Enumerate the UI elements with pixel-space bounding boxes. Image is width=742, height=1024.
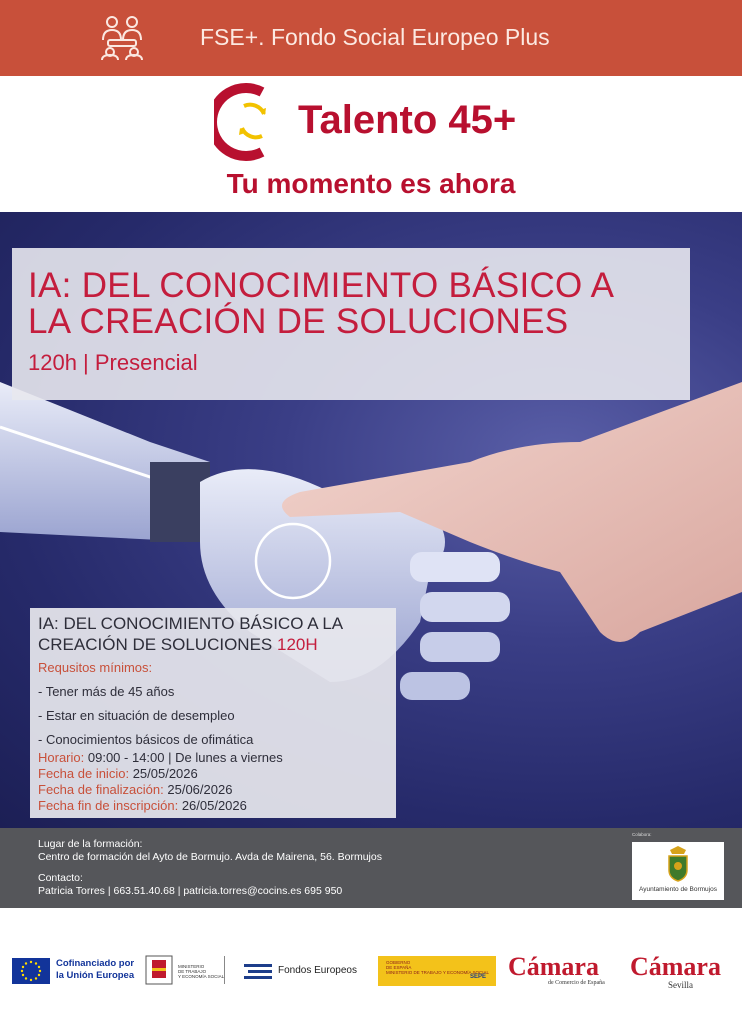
camara-sevilla-logo: Cámara — [630, 952, 721, 981]
ministry-text — [178, 964, 224, 979]
eu-line1: Cofinanciado por — [56, 958, 135, 969]
gobierno-text — [386, 960, 489, 975]
camara-espana-subtitle: de Comercio de España — [548, 980, 605, 986]
sponsor-logos — [0, 908, 742, 1024]
fondos-europeos-text: Fondos Europeos — [278, 965, 357, 976]
hero-section — [0, 212, 742, 828]
schedule-label: Horario: — [38, 750, 85, 765]
start-date-label: Fecha de inicio: — [38, 766, 130, 781]
requirements-label: Requsitos mínimos: — [38, 660, 153, 675]
end-date-label: Fecha de finalización: — [38, 782, 164, 797]
brand-header — [0, 76, 742, 212]
sepe-text: SEPE — [470, 974, 487, 980]
contact-value: Patricia Torres | 663.51.40.68 | patricia.torres@cocins.es 695 950 — [38, 885, 343, 897]
people-meeting-icon — [98, 12, 146, 60]
eu-cofinanced-text — [56, 958, 134, 982]
course-meta: 120h | Presencial — [28, 350, 198, 375]
fondos-europeos-icon — [244, 962, 272, 982]
program-title: Talento 45+ — [298, 98, 517, 142]
requirement-item: - Conocimientos básicos de ofimática — [38, 732, 254, 747]
collab-name: Ayuntamiento de Bormujos — [639, 886, 717, 893]
start-date-row — [38, 766, 198, 781]
details-heading-line1: IA: DEL CONOCIMIENTO BÁSICO A LA — [38, 614, 344, 633]
course-details-panel — [30, 608, 396, 818]
schedule-value: 09:00 - 14:00 | De lunes a viernes — [87, 750, 283, 765]
details-heading-text: CREACIÓN DE SOLUCIONES — [38, 635, 273, 654]
location-value: Centro de formación del Ayto de Bormujo. Avda de Mairena, 56. Bormujos — [38, 851, 382, 863]
details-hours: 120H — [277, 635, 318, 654]
ministry-line: DE TRABAJO — [178, 969, 207, 974]
collab-logo — [632, 842, 724, 900]
deadline-label: Fecha fin de inscripción: — [38, 798, 179, 813]
gov-line: MINISTERIO DE TRABAJO Y ECONOMÍA SOCIAL — [386, 970, 490, 975]
end-date-value: 25/06/2026 — [167, 782, 233, 797]
schedule-row — [38, 750, 283, 765]
requirement-item: - Tener más de 45 años — [38, 684, 175, 699]
course-title-panel — [12, 248, 690, 400]
fse-title: FSE+. Fondo Social Europeo Plus — [200, 24, 550, 50]
deadline-row — [38, 798, 247, 813]
collab-label: Colabora: — [632, 832, 652, 837]
start-date-value: 25/05/2026 — [132, 766, 198, 781]
program-tagline: Tu momento es ahora — [226, 168, 516, 199]
ministry-line: MINISTERIO — [178, 964, 205, 969]
end-date-row — [38, 782, 232, 797]
talento-logo-icon — [214, 82, 280, 162]
eu-line2: la Unión Europea — [56, 970, 135, 981]
eu-flag-icon — [12, 958, 50, 984]
gov-line: DE ESPAÑA — [386, 965, 412, 970]
course-title-line2: LA CREACIÓN DE SOLUCIONES — [28, 302, 569, 341]
bormujos-shield-icon — [666, 846, 690, 882]
camara-sevilla-subtitle: Sevilla — [668, 980, 693, 990]
footer-info — [0, 828, 742, 908]
course-title-line1: IA: DEL CONOCIMIENTO BÁSICO A — [28, 266, 615, 305]
gov-line: GOBIERNO — [386, 960, 411, 965]
contact-label: Contacto: — [38, 872, 83, 884]
requirement-item: - Estar en situación de desempleo — [38, 708, 235, 723]
camara-espana-logo: Cámara — [508, 952, 599, 981]
location-label: Lugar de la formación: — [38, 838, 143, 850]
details-heading-line2 — [38, 635, 318, 655]
ministry-line: Y ECONOMÍA SOCIAL — [178, 974, 225, 979]
deadline-value: 26/05/2026 — [181, 798, 247, 813]
top-bar — [0, 0, 742, 76]
